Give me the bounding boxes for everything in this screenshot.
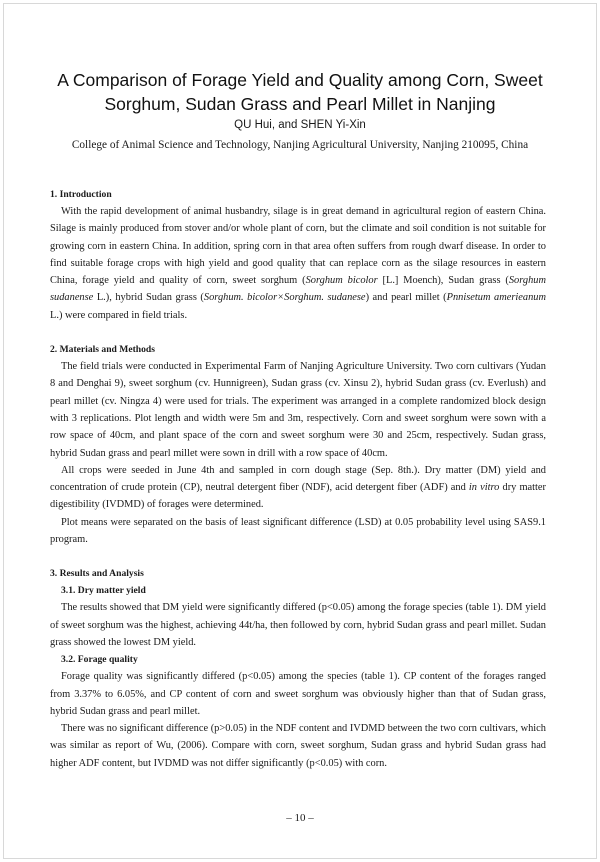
methods-paragraph-2: All crops were seeded in June 4th and sampled in corn dough stage (Sep. 8th.). Dry matter (DM) yield and concentration of crude protein (CP), neutral detergent fiber (NDF), acid detergent fiber (ADF) and in vitro dry matter digestibility (IVDMD) of forages were determined. bbox=[50, 464, 547, 511]
results-paragraph-3: There was no significant difference (p>0.05) in the NDF content and IVDMD between the two corn cultivars, which was similar as report of Wu, (2006). Compare with corn, sweet sorghum, Sudan grass and hybrid Sudan grass had higher ADF content, but IVDMD was not differ significantly (p<0.05) with corn. bbox=[50, 723, 546, 769]
page-number: – 10 – bbox=[286, 812, 314, 824]
section-heading-results: 3. Results and Analysis bbox=[50, 568, 144, 580]
methods-paragraph-3: Plot means were separated on the basis of least significant difference (LSD) at 0.05 probability level using SAS9.1 program. bbox=[50, 516, 546, 546]
authors: QU Hui, and SHEN Yi-Xin bbox=[234, 119, 366, 131]
section-heading-methods: 2. Materials and Methods bbox=[50, 344, 155, 356]
subsection-heading-forage-quality: 3.2. Forage quality bbox=[61, 654, 138, 666]
subsection-heading-dm-yield: 3.1. Dry matter yield bbox=[61, 585, 146, 597]
paper-body bbox=[50, 186, 546, 772]
results-paragraph-2: Forage quality was significantly differed (p<0.05) among the species (table 1). CP content of the forages ranged from 3.37% to 6.05%, and CP content of corn and sweet sorghum was obviously higher than that of Sudan grass, hybrid Sudan grass and pearl millet. bbox=[50, 671, 546, 717]
introduction-paragraph: With the rapid development of animal husbandry, silage is in great demand in agricultural region of eastern China. Silage is mainly produced from stover and/or whole plant of corn, but the climate and soil condition is not suitable for growing corn in eastern China. In addition, spring corn in that area often suffers from rough dwarf disease. In order to find suitable forage crops with high yield and good quality that can replace corn as the silage resources in eastern China, forage yield and quality of corn, sweet sorghum (Sorghum bicolor [L.] Moench), Sudan grass (Sorghum sudanense L.), hybrid Sudan grass (Sorghum. bicolor×Sorghum. sudanese) and pearl millet (Pnnisetum amerieanum L.) were compared in field trials. bbox=[50, 206, 546, 321]
methods-paragraph-1: The field trials were conducted in Experimental Farm of Nanjing Agriculture University. Two corn cultivars (Yudan 8 and Denghai 9), sweet sorghum (cv. Hunnigreen), Sudan grass (cv. Xinsu 2), hybrid Sudan grass (cv. Everlush) and pearl millet (cv. Ningza 4) were used for trials. The experiment was arranged in a complete randomized block design with 3 replications. Plot length and width were 5m and 3m, respectively. Corn and sweet sorghum were sown with a row space of 40cm, and plant space of the corn and sweet sorghum were 30 and 25cm, respectively. Sudan grass, hybrid Sudan grass and pearl millet were sown in drill with a row space of 40cm. bbox=[50, 361, 546, 459]
results-paragraph-1: The results showed that DM yield were significantly differed (p<0.05) among the forage species (table 1). DM yield of sweet sorghum was the highest, achieving 44t/ha, then followed by corn, hybrid Sudan grass and pearl millet. Sudan grass showed the lowest DM yield. bbox=[50, 602, 546, 648]
affiliation: College of Animal Science and Technology, Nanjing Agricultural University, Nanjing 210095, China bbox=[71, 139, 529, 151]
section-heading-introduction: 1. Introduction bbox=[50, 189, 112, 200]
paper-title: A Comparison of Forage Yield and Quality among Corn, Sweet Sorghum, Sudan Grass and Pearl Millet in Nanjing bbox=[57, 70, 543, 114]
